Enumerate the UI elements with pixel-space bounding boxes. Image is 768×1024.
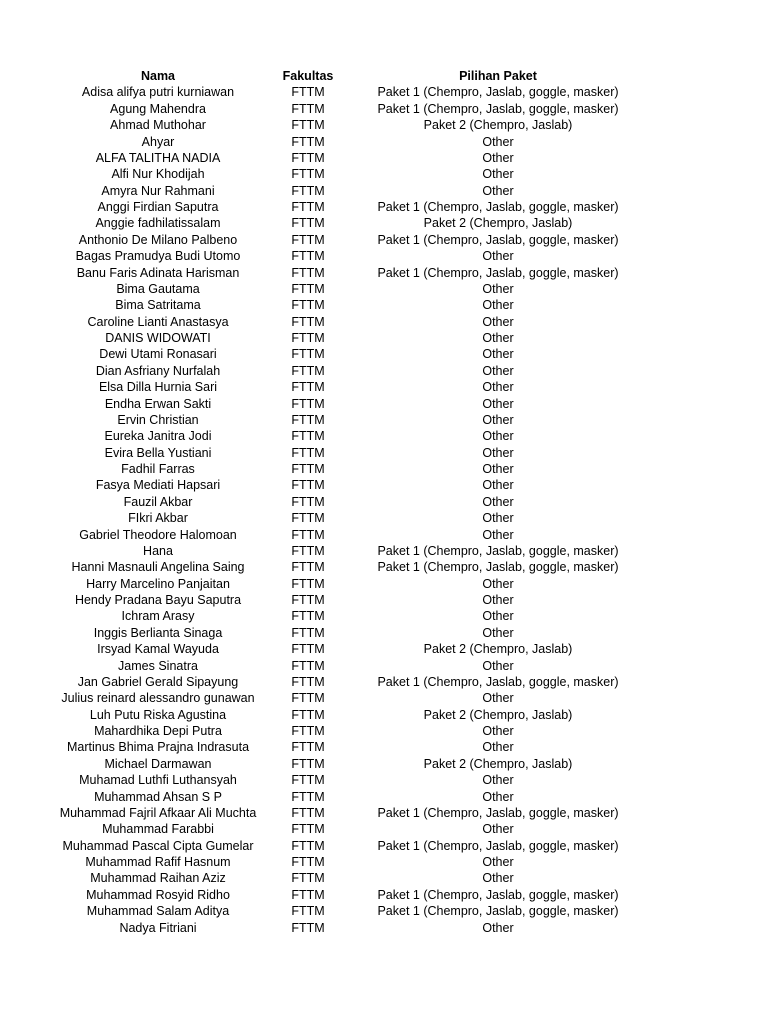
cell-pilihan-paket: Other [482,789,514,804]
cell-nama: James Sinatra [118,658,198,673]
cell-pilihan-paket: Paket 1 (Chempro, Jaslab, goggle, masker) [377,543,619,558]
cell-pilihan-paket: Paket 1 (Chempro, Jaslab, goggle, masker) [377,265,619,280]
cell-pilihan-paket: Other [482,363,514,378]
table-row [0,641,768,657]
cell-fakultas: FTTM [291,200,325,214]
cell-nama: Jan Gabriel Gerald Sipayung [77,674,239,689]
table-row [0,527,768,543]
cell-fakultas: FTTM [291,150,325,165]
cell-nama: Michael Darmawan [104,756,212,771]
cell-pilihan-paket: Other [482,331,514,345]
cell-fakultas: FTTM [291,805,325,820]
table-row [0,838,768,854]
cell-fakultas: FTTM [291,674,325,689]
table-row [0,134,768,150]
table-row [0,330,768,346]
cell-pilihan-paket: Other [482,822,514,837]
cell-fakultas: FTTM [291,838,325,853]
cell-pilihan-paket: Other [482,445,514,460]
cell-fakultas: FTTM [291,249,325,264]
cell-pilihan-paket: Other [482,740,514,755]
table-row [0,363,768,379]
cell-pilihan-paket: Other [482,691,514,706]
header-fakultas: Fakultas [282,69,334,83]
cell-pilihan-paket: Other [482,478,514,493]
cell-nama: Eureka Janitra Jodi [104,429,212,444]
table-row [0,870,768,886]
table-row [0,412,768,428]
table-row [0,84,768,100]
cell-fakultas: FTTM [291,707,325,722]
cell-fakultas: FTTM [291,904,325,919]
cell-fakultas: FTTM [291,855,325,869]
cell-pilihan-paket: Paket 1 (Chempro, Jaslab, goggle, masker) [377,85,619,100]
cell-nama: FIkri Akbar [128,511,188,526]
cell-nama: Martinus Bhima Prajna Indrasuta [66,740,250,755]
cell-nama: Bagas Pramudya Budi Utomo [75,249,241,264]
cell-nama: Anthonio De Milano Palbeno [78,232,238,247]
cell-pilihan-paket: Paket 1 (Chempro, Jaslab, goggle, masker) [377,101,619,116]
table-row [0,592,768,608]
cell-fakultas: FTTM [291,167,325,182]
table-row [0,559,768,575]
table-row [0,379,768,395]
cell-fakultas: FTTM [291,494,325,509]
cell-fakultas: FTTM [291,593,325,607]
table-row [0,248,768,264]
cell-nama: Muhammad Farabbi [102,822,214,837]
cell-nama: Muhammad Rafif Hasnum [85,855,231,869]
cell-pilihan-paket: Paket 1 (Chempro, Jaslab, goggle, masker) [377,805,619,820]
table-row [0,314,768,330]
cell-nama: Amyra Nur Rahmani [101,183,215,198]
cell-fakultas: FTTM [291,363,325,378]
table-row [0,150,768,166]
cell-nama: Fasya Mediati Hapsari [95,478,221,493]
table-row [0,510,768,526]
cell-fakultas: FTTM [291,265,325,280]
header-pilihan-paket: Pilihan Paket [459,69,537,83]
cell-pilihan-paket: Other [482,527,514,542]
cell-fakultas: FTTM [291,183,325,198]
table-row [0,396,768,412]
table-row [0,297,768,313]
table-row [0,887,768,903]
cell-nama: Harry Marcelino Panjaitan [86,576,230,591]
cell-pilihan-paket: Other [482,150,514,165]
table-row [0,690,768,706]
cell-pilihan-paket: Other [482,380,514,395]
table-row [0,477,768,493]
table-row [0,739,768,755]
cell-nama: Ervin Christian [117,412,199,427]
cell-pilihan-paket: Paket 2 (Chempro, Jaslab) [423,118,573,133]
cell-fakultas: FTTM [291,216,325,231]
cell-pilihan-paket: Other [482,412,514,427]
cell-fakultas: FTTM [291,85,325,100]
cell-fakultas: FTTM [291,642,325,657]
cell-fakultas: FTTM [291,298,325,313]
cell-fakultas: FTTM [291,576,325,591]
cell-pilihan-paket: Paket 2 (Chempro, Jaslab) [423,756,573,771]
table-row [0,772,768,788]
cell-fakultas: FTTM [291,789,325,804]
cell-fakultas: FTTM [291,281,325,296]
table-row [0,707,768,723]
cell-pilihan-paket: Other [482,593,514,607]
cell-nama: Caroline Lianti Anastasya [87,314,229,329]
cell-nama: Muhammad Rosyid Ridho [86,887,230,902]
table-row [0,805,768,821]
cell-fakultas: FTTM [291,740,325,755]
cell-pilihan-paket: Paket 1 (Chempro, Jaslab, goggle, masker) [377,904,619,919]
table-row [0,723,768,739]
table-row [0,854,768,870]
cell-nama: Bima Gautama [116,281,200,296]
cell-pilihan-paket: Paket 1 (Chempro, Jaslab, goggle, masker) [377,232,619,247]
cell-nama: Hanni Masnauli Angelina Saing [71,560,245,575]
table-row [0,445,768,461]
cell-fakultas: FTTM [291,691,325,706]
cell-fakultas: FTTM [291,511,325,526]
cell-fakultas: FTTM [291,118,325,133]
cell-pilihan-paket: Other [482,298,514,313]
cell-pilihan-paket: Other [482,511,514,526]
cell-fakultas: FTTM [291,134,325,149]
cell-pilihan-paket: Paket 2 (Chempro, Jaslab) [423,642,573,657]
cell-fakultas: FTTM [291,773,325,788]
table-body [0,84,768,936]
cell-nama: Ahmad Muthohar [110,118,206,133]
cell-fakultas: FTTM [291,429,325,444]
cell-pilihan-paket: Other [482,183,514,198]
cell-pilihan-paket: Paket 2 (Chempro, Jaslab) [423,707,573,722]
table-row [0,789,768,805]
cell-nama: Nadya Fitriani [119,920,197,935]
table-row [0,166,768,182]
cell-nama: Fadhil Farras [121,462,195,476]
cell-nama: Irsyad Kamal Wayuda [97,642,219,657]
cell-pilihan-paket: Paket 1 (Chempro, Jaslab, goggle, masker) [377,887,619,902]
table-row [0,281,768,297]
cell-pilihan-paket: Other [482,347,514,362]
cell-nama: Bima Satritama [115,298,201,313]
cell-pilihan-paket: Other [482,134,514,149]
cell-pilihan-paket: Other [482,429,514,444]
table-row [0,346,768,362]
header-nama: Nama [140,69,176,83]
cell-fakultas: FTTM [291,380,325,395]
cell-fakultas: FTTM [291,756,325,771]
cell-nama: Evira Bella Yustiani [104,445,212,460]
cell-nama: Anggie fadhilatissalam [95,216,221,231]
cell-fakultas: FTTM [291,560,325,575]
cell-pilihan-paket: Paket 1 (Chempro, Jaslab, goggle, masker) [377,674,619,689]
table-row [0,265,768,281]
cell-nama: Dewi Utami Ronasari [99,347,217,362]
cell-pilihan-paket: Other [482,871,514,886]
cell-nama: Anggi Firdian Saputra [97,200,219,214]
table-row [0,658,768,674]
cell-fakultas: FTTM [291,625,325,640]
table-row [0,199,768,215]
cell-fakultas: FTTM [291,871,325,886]
cell-pilihan-paket: Paket 1 (Chempro, Jaslab, goggle, masker) [377,838,619,853]
cell-fakultas: FTTM [291,822,325,837]
table-row [0,183,768,199]
cell-fakultas: FTTM [291,658,325,673]
cell-fakultas: FTTM [291,462,325,476]
cell-nama: Endha Erwan Sakti [104,396,212,411]
cell-fakultas: FTTM [291,724,325,738]
cell-pilihan-paket: Other [482,773,514,788]
cell-fakultas: FTTM [291,527,325,542]
cell-nama: Adisa alifya putri kurniawan [81,85,235,100]
cell-pilihan-paket: Other [482,576,514,591]
cell-fakultas: FTTM [291,232,325,247]
cell-nama: Banu Faris Adinata Harisman [76,265,240,280]
cell-nama: Muhammad Raihan Aziz [90,871,226,886]
cell-pilihan-paket: Other [482,724,514,738]
cell-nama: Hana [143,543,173,558]
table-row [0,903,768,919]
cell-nama: Agung Mahendra [110,101,206,116]
table-row [0,625,768,641]
cell-pilihan-paket: Other [482,658,514,673]
cell-nama: Dian Asfriany Nurfalah [95,363,221,378]
cell-nama: Alfi Nur Khodijah [111,167,205,182]
cell-pilihan-paket: Other [482,281,514,296]
cell-fakultas: FTTM [291,609,325,624]
cell-nama: Ahyar [141,134,175,149]
cell-nama: Julius reinard alessandro gunawan [61,691,255,706]
table-row [0,920,768,936]
cell-pilihan-paket: Other [482,249,514,264]
spreadsheet-table [0,68,768,936]
table-row [0,821,768,837]
cell-fakultas: FTTM [291,314,325,329]
table-row [0,608,768,624]
cell-nama: Muhammad Pascal Cipta Gumelar [62,838,254,853]
cell-fakultas: FTTM [291,478,325,493]
cell-nama: Inggis Berlianta Sinaga [93,625,223,640]
cell-nama: Muhamad Luthfi Luthansyah [79,773,237,788]
cell-pilihan-paket: Other [482,396,514,411]
table-row [0,494,768,510]
cell-fakultas: FTTM [291,543,325,558]
cell-pilihan-paket: Paket 2 (Chempro, Jaslab) [423,216,573,231]
cell-nama: ALFA TALITHA NADIA [95,150,221,165]
cell-nama: Mahardhika Depi Putra [94,724,222,738]
table-row [0,215,768,231]
cell-nama: DANIS WIDOWATI [105,331,211,345]
cell-pilihan-paket: Other [482,625,514,640]
cell-fakultas: FTTM [291,331,325,345]
table-row [0,428,768,444]
header-row [0,68,768,84]
cell-nama: Hendy Pradana Bayu Saputra [74,593,242,607]
table-row [0,117,768,133]
cell-pilihan-paket: Other [482,167,514,182]
table-row [0,232,768,248]
cell-nama: Luh Putu Riska Agustina [89,707,227,722]
cell-fakultas: FTTM [291,347,325,362]
cell-fakultas: FTTM [291,396,325,411]
cell-pilihan-paket: Paket 1 (Chempro, Jaslab, goggle, masker) [377,200,619,214]
table-row [0,576,768,592]
table-row [0,543,768,559]
table-row [0,756,768,772]
cell-fakultas: FTTM [291,445,325,460]
cell-fakultas: FTTM [291,920,325,935]
table-row [0,461,768,477]
cell-pilihan-paket: Other [482,855,514,869]
cell-pilihan-paket: Other [482,920,514,935]
cell-nama: Fauzil Akbar [123,494,193,509]
cell-fakultas: FTTM [291,101,325,116]
cell-nama: Muhammad Salam Aditya [86,904,230,919]
cell-pilihan-paket: Other [482,494,514,509]
cell-nama: Muhammad Fajril Afkaar Ali Muchta [59,805,257,820]
table-row [0,101,768,117]
cell-nama: Muhammad Ahsan S P [94,789,222,804]
cell-pilihan-paket: Other [482,609,514,624]
cell-fakultas: FTTM [291,887,325,902]
cell-fakultas: FTTM [291,412,325,427]
table-row [0,674,768,690]
cell-pilihan-paket: Other [482,314,514,329]
cell-nama: Elsa Dilla Hurnia Sari [98,380,218,395]
cell-nama: Ichram Arasy [121,609,195,624]
cell-nama: Gabriel Theodore Halomoan [79,527,237,542]
cell-pilihan-paket: Other [482,462,514,476]
cell-pilihan-paket: Paket 1 (Chempro, Jaslab, goggle, masker) [377,560,619,575]
